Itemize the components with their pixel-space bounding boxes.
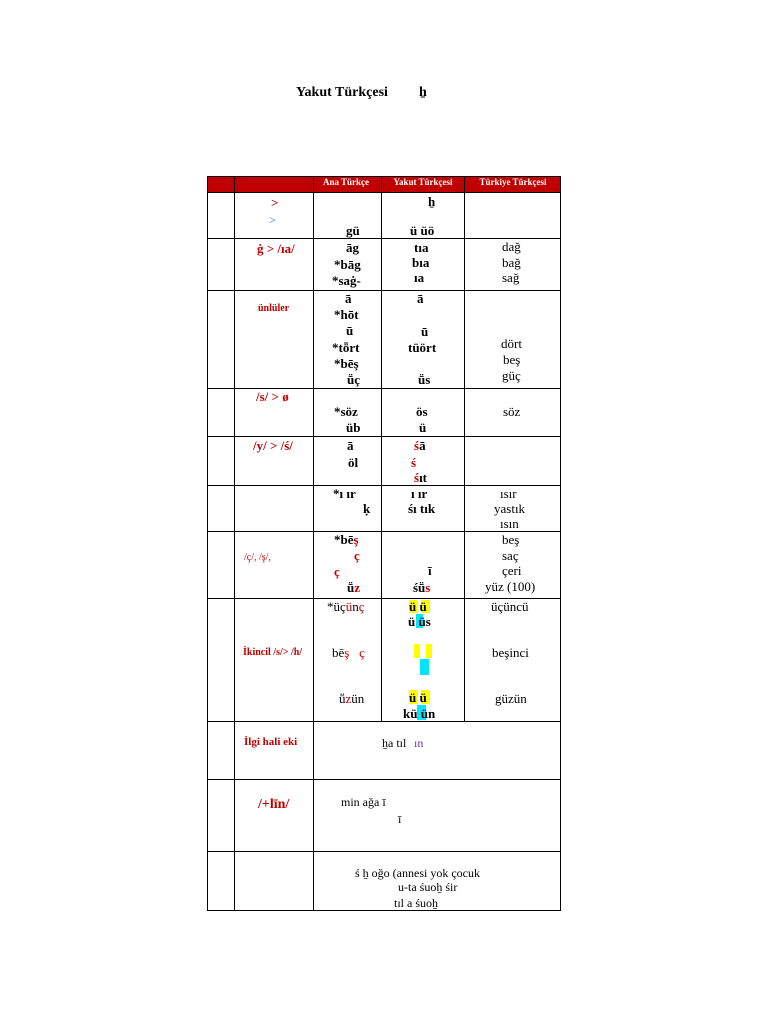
row3-turkiye-1: dört	[501, 336, 522, 351]
row8-ana-2: bēş ç	[332, 645, 365, 660]
row8-turkiye-3: güzün	[495, 691, 527, 706]
row8-ana-3: ṻzün	[339, 691, 365, 706]
table-border	[207, 290, 561, 291]
page-title: Yakut Türkçesi	[296, 85, 388, 100]
row7-turkiye-2: saç	[502, 548, 519, 563]
table-border	[381, 176, 382, 721]
row6-yakut-1: ı ır	[411, 486, 428, 501]
header-turkiye-turkcesi: Türkiye Türkçesi	[479, 177, 547, 187]
highlight-mark	[420, 659, 429, 675]
row2-yakut-2: bıa	[412, 255, 430, 270]
header-yakut-turkcesi: Yakut Türkçesi	[393, 177, 453, 187]
row10-merged-1: min ağa ī	[341, 795, 386, 809]
row8-turkiye-1: üçüncü	[491, 599, 529, 614]
row8-yakut-2: ü üs	[408, 614, 431, 629]
row2-ana-3: *saġ-	[332, 273, 361, 288]
row3-turkiye-3: güç	[502, 368, 521, 383]
row7-yakut-1: ī	[428, 563, 432, 578]
row7-turkiye-4: yüz (100)	[485, 579, 536, 594]
row2-ana-1: āg	[346, 240, 359, 255]
row3-ana-5: *bēş	[334, 356, 359, 371]
row10-label: /+līn/	[258, 797, 290, 812]
row3-label: ünlüler	[258, 303, 290, 314]
row4-turkiye-1: söz	[503, 404, 521, 419]
table-border	[207, 721, 561, 722]
row3-ana-2: *hōt	[334, 307, 359, 322]
row8-label: İkincil /s/> /h/	[243, 647, 303, 658]
row5-yakut-3: śıt	[414, 470, 428, 485]
row3-ana-6: ṻç	[347, 372, 360, 387]
header-ana-turkce: Ana Türkçe	[322, 177, 370, 187]
row7-yakut-2: śṻs	[413, 580, 431, 595]
row3-yakut-4: ṻs	[418, 372, 431, 387]
row11-merged-2: u-ta śuoẖ śir	[398, 880, 458, 894]
row6-ana-1: *ı ır	[333, 486, 356, 501]
highlight-mark	[426, 644, 432, 658]
row5-ana-2: öl	[348, 455, 359, 470]
row11-merged-3: tıl a śuoẖ	[394, 896, 438, 910]
row7-turkiye-1: beş	[502, 532, 520, 547]
row7-ana-1: *bēş	[334, 532, 359, 547]
row3-ana-4: *tȫrt	[332, 340, 360, 355]
highlight-mark	[414, 644, 420, 658]
row2-yakut-3: ıa	[414, 270, 425, 285]
row8-yakut-3: ü ü	[409, 690, 427, 705]
row2-ana-2: *bāg	[334, 257, 361, 272]
row6-turkiye-1: ısır	[500, 486, 517, 501]
row9-label: İlgi hali eki	[244, 736, 298, 748]
row4-ana-1: *söz	[334, 404, 358, 419]
row3-ana-3: ū	[346, 323, 354, 338]
row5-ana-1: ā	[347, 438, 354, 453]
row8-yakut-1: ü ü	[409, 599, 427, 614]
row8-turkiye-2: beşinci	[492, 645, 529, 660]
table-border	[207, 192, 561, 193]
row11-merged-1: ś ẖ oğo (annesi yok çocuk	[355, 866, 480, 880]
row1-ana-1: gü	[346, 223, 360, 238]
row7-ana-3: ç	[334, 564, 340, 579]
table-border	[207, 851, 561, 852]
row5-yakut-1: śā	[414, 438, 426, 453]
row3-yakut-3: tüört	[408, 340, 437, 355]
row5-label: /y/ > /ś/	[253, 438, 293, 453]
row2-label: ġ > /ıa/	[257, 241, 295, 256]
table-border	[207, 176, 208, 911]
table-border	[234, 176, 235, 911]
row1-yakut-2: ü üö	[410, 223, 435, 238]
row1-yakut-1: ẖ	[428, 194, 436, 209]
row2-turkiye-2: bağ	[502, 255, 521, 270]
row6-turkiye-3: ısın	[500, 516, 519, 531]
row6-ana-2: ḳ	[363, 501, 371, 516]
title-symbol: ẖ	[419, 85, 427, 100]
table-border	[207, 436, 561, 437]
row6-yakut-2: śı tık	[408, 501, 436, 516]
table-border	[207, 779, 561, 780]
row6-turkiye-2: yastık	[494, 501, 526, 516]
row4-label: /s/ > ø	[256, 389, 289, 404]
row3-ana-1: ā	[345, 291, 352, 306]
row9-merged-1: ẖa tıl	[382, 736, 407, 750]
row2-yakut-1: tıa	[414, 240, 429, 255]
row7-label: /ç/, /ş/,	[244, 552, 271, 563]
row3-yakut-2: ū	[421, 324, 429, 339]
row9-merged-2: ın	[414, 736, 424, 750]
row2-turkiye-3: sağ	[502, 270, 520, 285]
table-border	[313, 176, 314, 911]
row7-ana-4: ṻz	[347, 580, 361, 595]
table-border	[464, 176, 465, 721]
row8-yakut-4: kü ün	[403, 706, 436, 721]
row3-turkiye-2: beş	[503, 352, 521, 367]
table-border	[207, 176, 561, 177]
row1-label-line2: >	[269, 213, 276, 227]
row5-yakut-2: ś	[411, 455, 417, 470]
row1-label-line1: >	[271, 195, 279, 210]
row8-ana-1: *üçünç	[327, 599, 365, 614]
row4-yakut-1: ös	[416, 404, 428, 419]
row4-yakut-2: ü	[419, 420, 427, 435]
table-border	[207, 910, 561, 911]
row7-ana-2: ç	[354, 548, 360, 563]
row4-ana-2: üb	[346, 420, 361, 435]
row7-turkiye-3: çeri	[502, 563, 522, 578]
row10-merged-2: ī	[398, 812, 402, 826]
row3-yakut-1: ā	[417, 291, 424, 306]
row2-turkiye-1: dağ	[502, 239, 521, 254]
table-border	[560, 176, 561, 911]
